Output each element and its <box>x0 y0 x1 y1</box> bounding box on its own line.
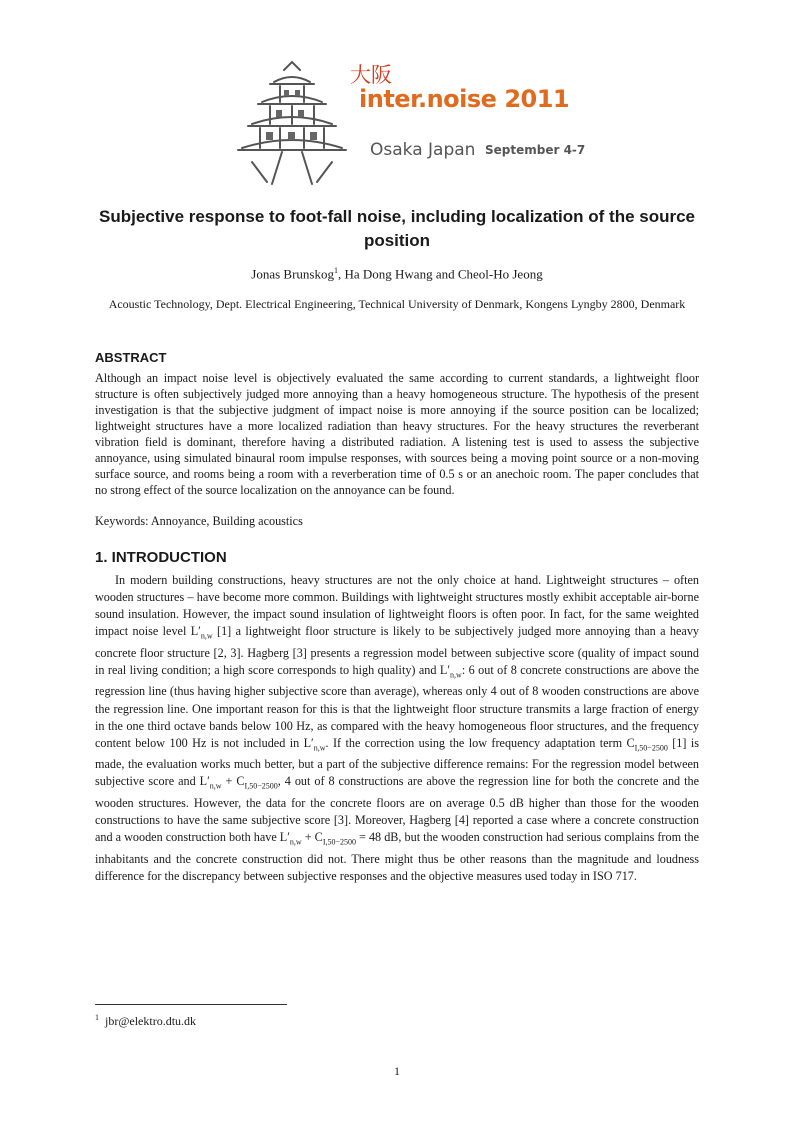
page-number: 1 <box>394 1064 400 1078</box>
math-lnw: $L'_{n,w}$ <box>303 735 326 753</box>
paper-title: Subjective response to foot-fall noise, including localization of the source position <box>98 207 696 250</box>
section-heading-introduction: 1. INTRODUCTION <box>95 549 227 566</box>
paper-authors <box>95 266 699 282</box>
footnote-email: jbr@elektro.dtu.dk <box>105 1014 197 1028</box>
intro-text-2: [1] a lightweight floor structure is likely to be subjectively judged more annoying than a heavy concrete floor structure [2, 3]. Hagberg [3] presents a regression model between subjective score (quality of impact sound in real living condition; a high score corresponds to high quality) and <box>95 624 700 677</box>
abstract-text: Although an impact noise level is objectively evaluated the same according to current standards, a lightweight floor structure is often subjectively judged more annoying than a heavy homogeneous structure. The hypothesis of the present investigation is that the subjective judgment of impact noise is more annoying if the source position can be localized; lightweight structures have a more localized radiation than heavy structures. For the heavy structures the reverberant vibration field is dominant, therefore having a distributed radiation. A listening test is used to assess the subjective annoyance, using simulated binaural room impulse responses, with sources being a moving point source or a non-moving surface source, and rooms being a room with a reverberation time of 0.5 s or an anechoic room. The paper concludes that no strong effect of the source localization on the annoyance can be found. <box>95 371 699 497</box>
abstract-heading: ABSTRACT <box>95 350 167 365</box>
conference-city: Osaka Japan <box>370 140 476 160</box>
keywords: Keywords: Annoyance, Building acoustics <box>95 514 303 528</box>
math-lnw: $L'_{n,w}$ <box>190 624 213 641</box>
footnote-ref: 1 <box>333 266 338 275</box>
osaka-castle-icon <box>222 52 362 192</box>
math-lnw-plus-ci: $L'_{n,w} + C_{I,50-2500}$ <box>199 774 278 791</box>
math-ci: $C_{I,50-2500}$ <box>626 735 668 753</box>
intro-text-6: , 4 out of 8 constructions are above the regression line for both the concrete and the wooden structures. However, the data for the concrete floors are on average 0.5 dB higher than those for the wooden constructions to have the same subjective score [3]. Moreover, Hagberg [4] reported a case where a concrete construction and a wooden construction both have <box>95 774 700 845</box>
author-rest: , Ha Dong Hwang and Cheol-Ho Jeong <box>337 266 543 282</box>
footnote-divider <box>95 1004 287 1005</box>
author-affiliation: Acoustic Technology, Dept. Electrical Engineering, Technical University of Denmark, Kongens Lyngby 2800, Denmark <box>108 297 686 311</box>
intro-text-4: . If the correction using the low frequency adaptation term <box>325 735 623 750</box>
osaka-kanji: 大阪 <box>350 63 392 87</box>
conference-logo <box>222 52 602 192</box>
conference-name: inter.noise 2011 <box>359 85 570 113</box>
math-lnw-plus-ci-eq: $L'_{n,w} + C_{I,50-2500} = 48$ <box>279 830 382 847</box>
intro-text-5: [1] is made, the evaluation works much better, but a part of the subjective difference remains: For the regression model between subjective score and <box>95 735 700 789</box>
author-first: Jonas Brunskog <box>251 266 334 282</box>
conference-dates: September 4-7 <box>485 143 586 157</box>
footnote-mark: 1 <box>95 1013 99 1022</box>
introduction-paragraph <box>95 572 699 885</box>
intro-text-1: In modern building constructions, heavy structures are not the only choice at hand. Lightweight structures – often wooden structures – have become more common. Buildings with lightweight structures mostly exhibit acceptable air-borne sound insulation. However, the impact sound insulation of lightweight floors is often poor. In fact, for the same weighted impact noise level <box>95 573 699 639</box>
math-lnw: $L'_{n,w}$ <box>439 662 462 680</box>
intro-text-7: dB, but the wooden construction had serious complains from the inhabitants and the concrete construction did not. There might thus be other reasons than the magnitude and loudness difference for the discrepancy between subjective responses and the objective measures used today in ISO 717. <box>95 830 699 883</box>
intro-text-3: : 6 out of 8 concrete constructions are above the regression line (thus having higher subjective score than average), whereas only 4 out of 8 wooden constructions are above the regression line. One important reason for this is that the lightweight floor structure transmits a large fraction of energy in the one third octave bands below 100 Hz, as compared with the heavy homogeneous floor structures, and the frequency content below 100 Hz is not included in <box>95 662 699 750</box>
footnote <box>95 1013 196 1029</box>
